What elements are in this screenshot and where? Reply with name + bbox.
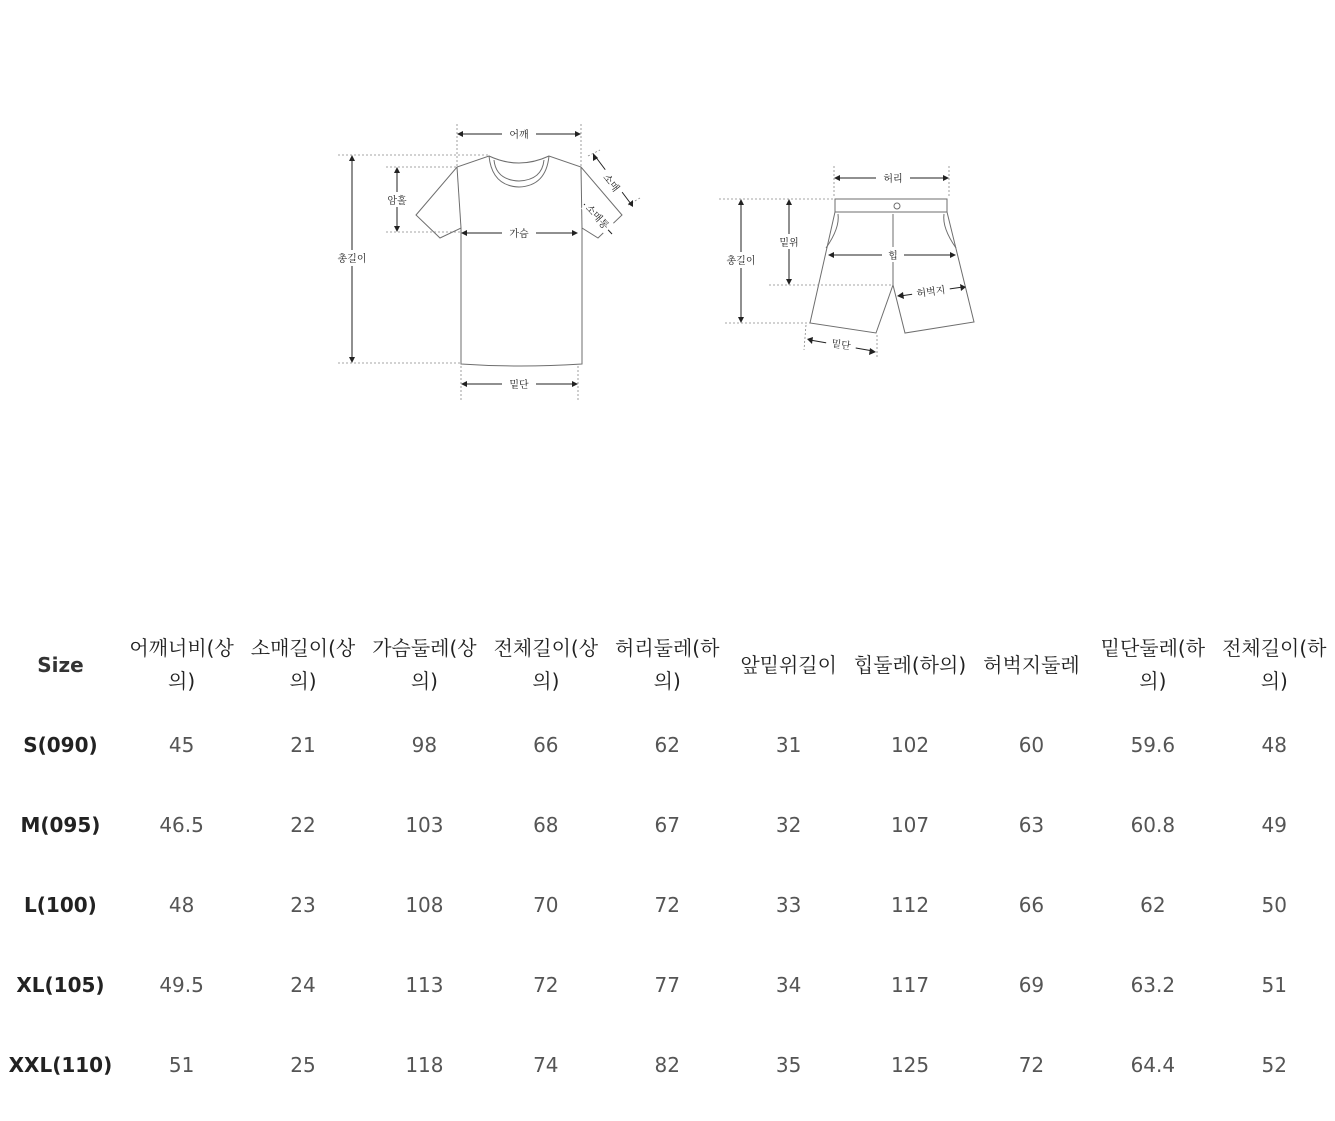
table-cell: 108 (405, 893, 444, 917)
table-cell: 82 (654, 1053, 680, 1077)
table-cell: 107 (890, 813, 930, 837)
top-hem-dimension (461, 376, 578, 391)
table-cell: 66 (1018, 893, 1045, 917)
table-row (0, 1025, 1335, 1105)
bottom-hem-dimension (807, 335, 876, 355)
table-cell: 66 (533, 733, 559, 757)
header-thigh: 허벅지둘레 (983, 652, 1080, 677)
top-total-length-label: 총길이 (337, 254, 367, 265)
table-cell: 22 (290, 813, 316, 837)
table-row (0, 705, 1335, 785)
size-cell: S(090) (23, 733, 98, 757)
thigh-dimension (897, 281, 966, 300)
table-cell: 68 (533, 813, 559, 837)
table-cell: 32 (775, 813, 802, 837)
table-cell: 74 (533, 1053, 559, 1077)
table-cell: 49.5 (159, 973, 204, 997)
table-cell: 118 (405, 1053, 444, 1077)
header-chest: 가슴둘레(상의) (372, 636, 477, 693)
sleeve-opening-label: 소매통 (582, 202, 611, 232)
table-cell: 102 (890, 733, 930, 757)
size-cell: L(100) (24, 893, 97, 917)
header-hem: 밑단둘레(하의) (1100, 636, 1206, 693)
table-cell: 52 (1261, 1053, 1287, 1077)
table-cell: 112 (890, 893, 930, 917)
top-hem-label: 밑단 (509, 380, 529, 391)
bottom-hem-label: 밑단 (830, 338, 852, 353)
sleeve-dimension (593, 153, 633, 207)
hip-label: 힙 (888, 251, 898, 262)
table-cell: 21 (290, 733, 316, 757)
table-cell: 72 (654, 893, 680, 917)
header-bottom-length: 전체길이(하의) (1222, 636, 1327, 693)
chest-label: 가슴 (509, 229, 529, 240)
sleeve-opening-dimension (581, 199, 614, 234)
hip-dimension (828, 247, 956, 262)
table-cell: 51 (168, 1053, 195, 1077)
table-cell: 63 (1018, 813, 1045, 837)
header-top-length: 전체길이(상의) (493, 636, 599, 693)
table-cell: 77 (654, 973, 680, 997)
table-cell: 59.6 (1130, 733, 1176, 757)
table-cell: 117 (890, 973, 930, 997)
chest-dimension (461, 225, 578, 240)
table-cell: 98 (411, 733, 438, 757)
size-cell: XL(105) (16, 973, 105, 997)
shoulder-dimension (457, 126, 581, 141)
table-cell: 24 (290, 973, 316, 997)
table-cell: 35 (775, 1053, 802, 1077)
table-cell: 31 (775, 733, 802, 757)
table-cell: 49 (1261, 813, 1287, 837)
table-cell: 72 (533, 973, 559, 997)
header-shoulder-width: 어깨너비(상의) (129, 636, 234, 693)
table-cell: 60 (1018, 733, 1045, 757)
table-cell: 63.2 (1130, 973, 1176, 997)
measurement-diagram (0, 0, 1335, 430)
table-cell: 46.5 (159, 813, 204, 837)
table-cell: 72 (1018, 1053, 1045, 1077)
table-row (0, 945, 1335, 1025)
table-cell: 48 (1261, 733, 1287, 757)
table-cell: 113 (405, 973, 444, 997)
rise-label: 밑위 (779, 238, 799, 249)
header-sleeve-length: 소매길이(상의) (250, 636, 356, 693)
table-cell: 51 (1261, 973, 1287, 997)
size-cell: XXL(110) (8, 1053, 113, 1077)
tshirt-illustration (416, 156, 622, 366)
header-front-rise: 앞밑위길이 (740, 652, 837, 677)
armhole-label: 암홀 (387, 196, 407, 207)
size-cell: M(095) (20, 813, 101, 837)
bottom-total-length-label: 총길이 (726, 256, 756, 267)
header-size: Size (37, 652, 84, 677)
table-cell: 67 (654, 813, 680, 837)
bottom-total-length-dimension (722, 199, 760, 323)
waist-dimension (834, 170, 949, 185)
table-row (0, 865, 1335, 945)
table-cell: 60.8 (1130, 813, 1176, 837)
sleeve-label: 소매 (600, 172, 621, 195)
table-cell: 25 (290, 1053, 316, 1077)
table-cell: 48 (168, 893, 195, 917)
table-cell: 34 (775, 973, 802, 997)
table-cell: 45 (168, 733, 195, 757)
table-cell: 62 (1140, 893, 1166, 917)
table-cell: 70 (533, 893, 559, 917)
table-row (0, 785, 1335, 865)
table-cell: 23 (290, 893, 316, 917)
size-table-header-row (0, 625, 1335, 705)
table-cell: 125 (890, 1053, 930, 1077)
rise-dimension (774, 199, 804, 285)
header-hip: 힙둘레(하의) (853, 652, 967, 677)
shoulder-label: 어깨 (509, 130, 529, 141)
table-cell: 69 (1018, 973, 1045, 997)
table-cell: 103 (405, 813, 444, 837)
table-cell: 33 (775, 893, 802, 917)
waist-label: 허리 (883, 174, 903, 185)
armhole-dimension (382, 167, 412, 232)
thigh-label: 허벅지 (915, 285, 947, 300)
table-cell: 64.4 (1130, 1053, 1176, 1077)
top-total-length-dimension (334, 155, 372, 363)
size-table (0, 625, 1335, 1105)
table-cell: 50 (1261, 893, 1287, 917)
table-cell: 62 (654, 733, 680, 757)
header-waist: 허리둘레(하의) (615, 636, 720, 693)
shorts-illustration (810, 199, 974, 333)
